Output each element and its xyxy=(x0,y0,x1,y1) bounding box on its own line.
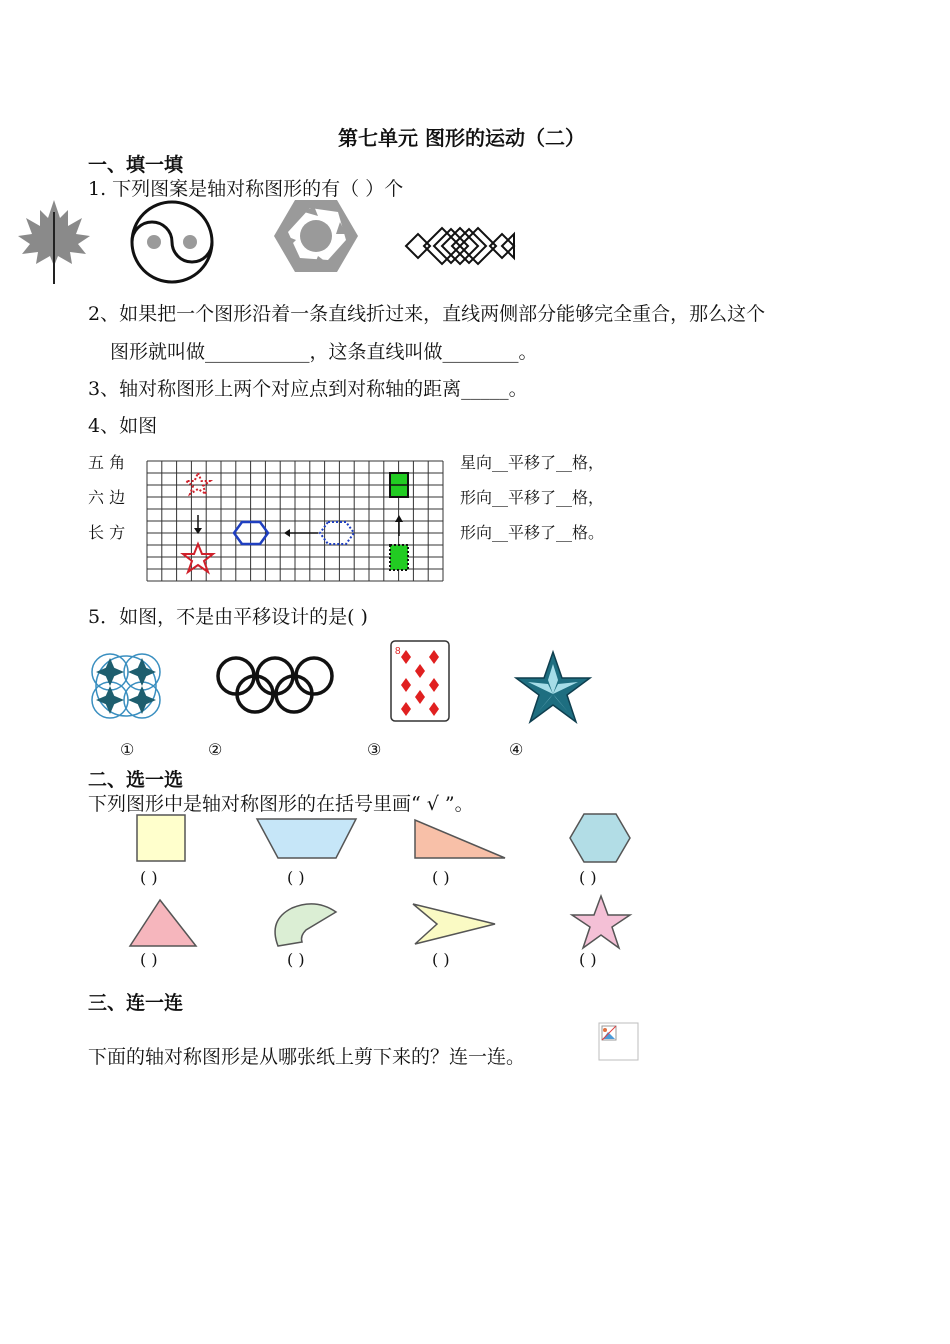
q4-right-text-1: 星向__平移了__格， xyxy=(460,453,605,472)
answer-paren-7[interactable]: ( ) xyxy=(432,950,450,969)
answer-paren-3[interactable]: ( ) xyxy=(432,868,450,887)
q5-label-3: ③ xyxy=(367,740,382,759)
hexagon-pattern-icon xyxy=(274,198,358,274)
square-shape xyxy=(136,814,188,864)
question-2-line1: 2、如果把一个图形沿着一条直线折过来，直线两侧部分能够完全重合，那么这个 xyxy=(88,303,766,325)
isosceles-triangle-shape xyxy=(128,898,198,948)
answer-paren-1[interactable]: ( ) xyxy=(140,868,158,887)
arrow-shape xyxy=(411,902,497,946)
olympic-rings-icon xyxy=(214,656,336,714)
knot-pattern-icon xyxy=(404,220,516,272)
answer-paren-2[interactable]: ( ) xyxy=(287,868,305,887)
page-title: 第七单元 图形的运动（二） xyxy=(338,126,585,150)
q5-label-4: ④ xyxy=(509,740,524,759)
answer-paren-8[interactable]: ( ) xyxy=(579,950,597,969)
translation-grid xyxy=(146,460,444,582)
rect-original-icon xyxy=(390,545,408,570)
section3-heading: 三、连一连 xyxy=(88,992,184,1014)
five-point-star-icon xyxy=(514,650,592,724)
star-moved-icon xyxy=(183,544,213,572)
answer-paren-6[interactable]: ( ) xyxy=(287,950,305,969)
playing-card-icon xyxy=(390,640,452,724)
section2-instruction: 下列图形中是轴对称图形的在括号里画“ √ ”。 xyxy=(88,793,474,815)
question-4: 4、如图 xyxy=(88,415,158,437)
four-circle-pattern-icon xyxy=(86,652,166,720)
section3-instruction: 下面的轴对称图形是从哪张纸上剪下来的？连一连。 xyxy=(88,1046,526,1068)
section1-heading: 一、填一填 xyxy=(88,154,184,176)
q5-label-1: ① xyxy=(120,740,135,759)
star-shape xyxy=(570,894,632,950)
right-triangle-shape xyxy=(413,818,507,860)
q4-left-label-1: 五 角 xyxy=(88,453,126,472)
maple-leaf-icon xyxy=(16,198,92,284)
q4-right-text-2: 形向__平移了__格， xyxy=(460,488,605,507)
answer-paren-5[interactable]: ( ) xyxy=(140,950,158,969)
trapezoid-shape xyxy=(256,818,358,860)
fan-shape xyxy=(272,900,338,948)
section2-heading: 二、选一选 xyxy=(88,769,184,791)
question-2-line2: 图形就叫做___________，这条直线叫做________。 xyxy=(110,341,538,363)
q5-label-2: ② xyxy=(208,740,223,759)
svg-text:8: 8 xyxy=(395,646,401,657)
question-3: 3、轴对称图形上两个对应点到对称轴的距离_____。 xyxy=(88,378,528,400)
q4-right-text-3: 形向__平移了__格。 xyxy=(460,523,605,542)
hexagon-shape xyxy=(568,812,632,864)
q4-left-label-3: 长 方 xyxy=(88,523,126,542)
broken-image-icon xyxy=(598,1022,640,1062)
yin-yang-icon xyxy=(130,200,214,284)
question-5: 5．如图，不是由平移设计的是( ) xyxy=(88,606,368,628)
question-1: 1. 下列图案是轴对称图形的有（ ）个 xyxy=(88,178,404,200)
q4-left-label-2: 六 边 xyxy=(88,488,126,507)
answer-paren-4[interactable]: ( ) xyxy=(579,868,597,887)
